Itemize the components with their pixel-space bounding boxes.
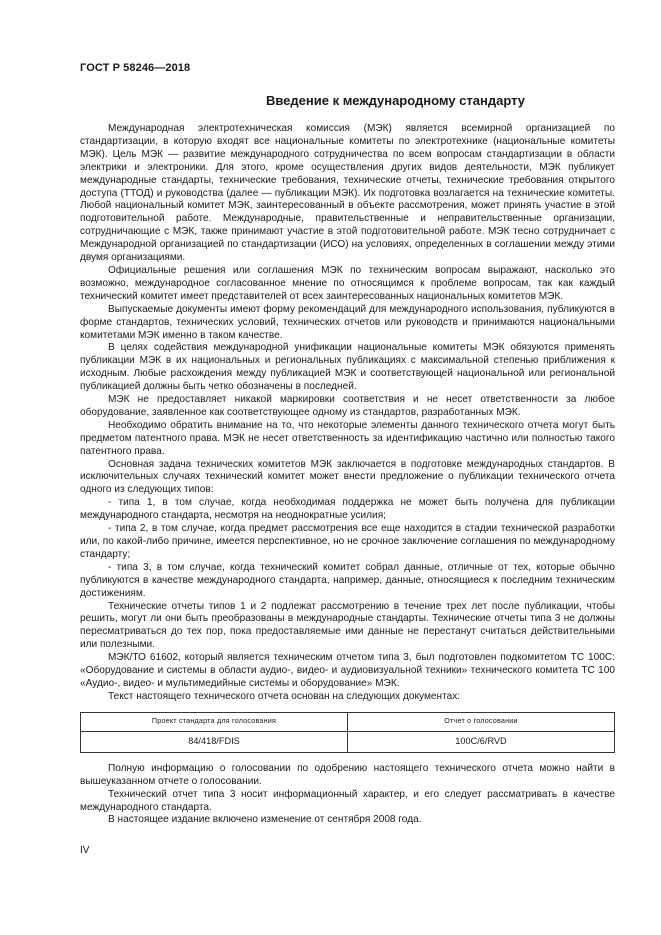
- section-title: Введение к международному стандарту: [265, 93, 526, 108]
- table-header-draft: Проект стандарта для голосования: [81, 712, 348, 731]
- body-text: [80, 123, 615, 827]
- paragraph: - типа 1, в том случае, когда необходимая поддержка не может быть получена для публикации международного стандарта, несмотря на неоднократные усилия;: [80, 497, 615, 522]
- paragraph: Текст настоящего технического отчета основан на следующих документах:: [108, 690, 461, 702]
- paragraph: Полную информацию о голосовании по одобрению настоящего технического отчета можно найти в вышеуказанном отчете о голосовании.: [80, 762, 615, 787]
- paragraph: В целях содействия международной унификации национальные комитеты МЭК обязуются применять публикации МЭК в их национальных и региональных публикациях с максимальной степенью приближения к исходным. Любые расхождения между публикацией МЭК и соответствующей национальной или региональной публикацией должны быть четко обозначены в последней.: [80, 342, 615, 393]
- paragraph: Международная электротехническая комиссия (МЭК) является всемирной организацией по стандартизации, в которую входят все национальные комитеты по электротехнике (национальные комитеты МЭК). Цель МЭК — развитие международного сотрудничества по всем вопросам стандартизации в области электрики и электроники. Для этого, кроме осуществления других видов деятельности, МЭК публикует международные стандарты, технические требования, технические отчеты, технические требования открытого доступа (ТТОД) и руководства (далее — публикации МЭК). Их подготовка возлагается на технические комитеты. Любой национальный комитет МЭК, заинтересованный в объекте рассмотрения, может принять участие в этой подготовительной работе. Международные, правительственные и неправительственные организации, сотрудничающие с МЭК, также принимают участие в этой подготовительной работе. МЭК тесно сотрудничает с Международной организацией по стандартизации (ИСО) на условиях, определенных в соглашении между этими двумя организациями.: [80, 123, 615, 264]
- table-header-report: Отчет о голосовании: [348, 712, 615, 731]
- paragraph: Выпускаемые документы имеют форму рекомендаций для международного использования, публикуются в форме стандартов, технических условий, технических отчетов или руководств и принимаются национальными комитетами МЭК именно в таком качестве.: [80, 303, 615, 341]
- page-number: IV: [80, 845, 90, 856]
- paragraph: МЭК не предоставляет никакой маркировки соответствия и не несет ответственности за любое оборудование, заявленное как соответствующее одному из стандартов, разработанных МЭК.: [80, 394, 615, 418]
- table-header-row: [81, 712, 615, 731]
- document-code: ГОСТ Р 58246—2018: [80, 62, 191, 74]
- paragraph: В настоящее издание включено изменение от сентября 2008 года.: [108, 814, 422, 826]
- paragraphs-before-table: [80, 123, 615, 704]
- paragraph: Технические отчеты типов 1 и 2 подлежат рассмотрению в течение трех лет после публикации, чтобы решить, могут ли они быть преобразованы в международные стандарты. Технические отчеты типа 3 не должны пересматриваться до тех пор, пока предоставляемые ими данные не перестанут считаться действительными или полезными.: [80, 600, 615, 651]
- table-cell-report: 100С/6/RVD: [348, 731, 615, 752]
- paragraph: Необходимо обратить внимание на то, что некоторые элементы данного технического отчета могут быть предметом патентного права. МЭК не несет ответственность за идентификацию частично или полностью такого патентного права.: [80, 419, 615, 457]
- paragraph: Технический отчет типа 3 носит информационный характер, и его следует рассматривать в качестве международного стандарта.: [80, 788, 615, 813]
- paragraphs-after-table: [80, 763, 615, 828]
- paragraph: - типа 3, в том случае, когда технический комитет собрал данные, отличные от тех, которые обычно публикуются в качестве международного стандарта, например, данные, относящиеся к последним техническим достижениям.: [80, 561, 615, 599]
- paragraph: Официальные решения или соглашения МЭК по техническим вопросам выражают, насколько это возможно, международное согласованное мнение по относящимся к проблеме вопросам, так как каждый технический комитет имеет представителей от всех заинтересованных национальных комитетов МЭК.: [80, 264, 615, 302]
- paragraph: - типа 2, в том случае, когда предмет рассмотрения все еще находится в стадии технической разработки или, по какой-либо причине, имеется перспективное, но не срочное заключение соглашения по международному стандарту;: [80, 523, 615, 560]
- paragraph: МЭК/ТО 61602, который является техническим отчетом типа 3, был подготовлен подкомитетом ТС 100С: «Оборудование и системы в области аудио-, видео- и аудиовизуальной техники» технического комитета ТС 100 «Аудио-, видео- и мультимедийные системы и оборудование» МЭК.: [80, 652, 615, 689]
- voting-documents-table: [80, 712, 615, 753]
- table-cell-draft: 84/418/FDIS: [81, 731, 348, 752]
- paragraph: Основная задача технических комитетов МЭК заключается в подготовке международных стандартов. В исключительных случаях технический комитет может внести предложение о публикации технического отчета одного из следующих типов:: [80, 458, 615, 496]
- table-row: [81, 731, 615, 752]
